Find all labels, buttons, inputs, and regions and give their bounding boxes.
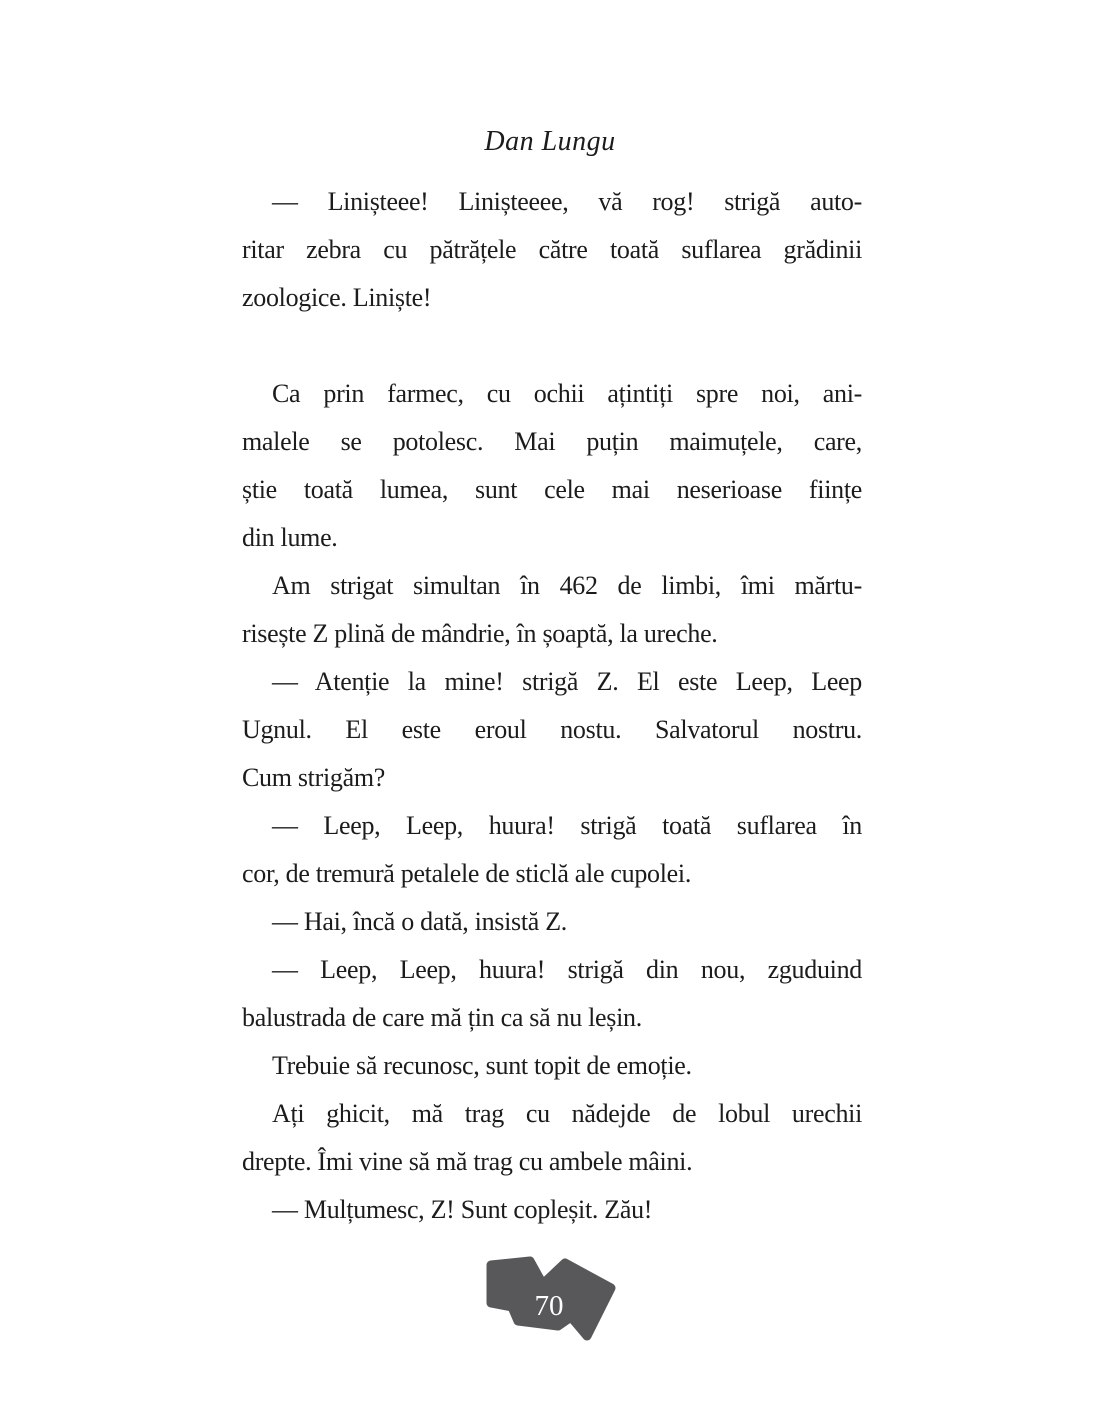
text-line: — Hai, încă o dată, insistă Z.: [272, 907, 567, 936]
text-line: cor, de tremură petalele de sticlă ale cupolei.: [242, 859, 692, 888]
running-header-author: Dan Lungu: [484, 126, 616, 157]
text-line: Ugnul. El este eroul nostu. Salvatorul nostru.: [242, 715, 862, 744]
page-footer: [480, 1240, 640, 1360]
text-line: balustrada de care mă țin ca să nu leșin.: [242, 1003, 642, 1032]
page-body: [242, 178, 862, 1234]
paragraph: [242, 946, 862, 1042]
text-line: — Leep, Leep, huura! strigă din nou, zguduind: [272, 955, 862, 984]
page-number: 70: [534, 1290, 564, 1322]
arrow-right-icon: [480, 1240, 640, 1360]
text-line: Am strigat simultan în 462 de limbi, îmi mărtu-: [272, 571, 862, 600]
paragraph: [242, 658, 862, 802]
text-line: risește Z plină de mândrie, în șoaptă, la ureche.: [242, 619, 718, 648]
paragraph: [242, 1186, 862, 1234]
text-line: Ați ghicit, mă trag cu nădejde de lobul urechii: [272, 1099, 862, 1128]
paragraph: [242, 802, 862, 898]
text-line: știe toată lumea, sunt cele mai neserioase ființe: [242, 475, 862, 504]
paragraph: [242, 370, 862, 562]
text-line: drepte. Îmi vine să mă trag cu ambele mâini.: [242, 1147, 693, 1176]
text-line: ritar zebra cu pătrățele către toată suflarea grădinii: [242, 235, 862, 264]
text-line: zoologice. Liniște!: [242, 283, 432, 312]
text-line: Ca prin farmec, cu ochii ațintiți spre noi, ani-: [272, 379, 862, 408]
text-line: Trebuie să recunosc, sunt topit de emoție.: [272, 1051, 692, 1080]
paragraph: [242, 562, 862, 658]
paragraph: [242, 898, 862, 946]
text-line: — Atenție la mine! strigă Z. El este Leep, Leep: [272, 667, 862, 696]
paragraph: [242, 178, 862, 322]
paragraph: [242, 1042, 862, 1090]
text-line: din lume.: [242, 523, 338, 552]
text-line: — Mulțumesc, Z! Sunt copleșit. Zău!: [272, 1195, 653, 1224]
paragraph: [242, 1090, 862, 1186]
text-line: Cum strigăm?: [242, 763, 385, 792]
text-line: — Leep, Leep, huura! strigă toată suflarea în: [272, 811, 862, 840]
text-line: malele se potolesc. Mai puțin maimuțele, care,: [242, 427, 862, 456]
text-line: — Linișteee! Linișteeee, vă rog! strigă auto-: [272, 187, 862, 216]
